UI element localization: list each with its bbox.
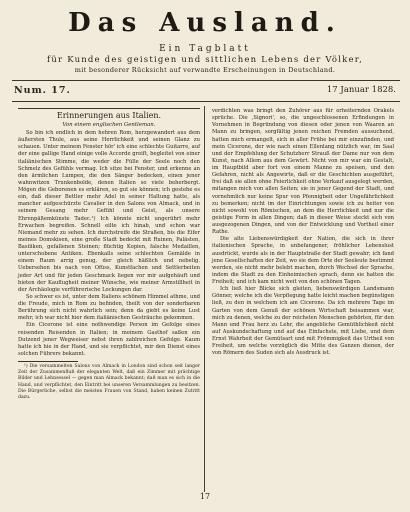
article-byline: Von einem englischen Gentleman. bbox=[62, 122, 156, 128]
left-paragraph: Ein Cicerone ist eine nothwendige Person im Gefolge eines reisenden Reisenden in Italien; in meinem Gasthof saßen ein Dutzend jener Wegweiser nebst ihren zahlreichen Gefolge. Kaum hatte ich hie in der Hand, und sie verpflichtet, mir den Dienst eines solchen Führers bekannt. bbox=[18, 322, 200, 357]
masthead-rule-top bbox=[12, 80, 400, 81]
issue-date: 17 Januar 1828. bbox=[326, 85, 396, 95]
footnote-rule bbox=[18, 361, 78, 362]
masthead-subtitle-2: für Kunde des geistigen und sittlichen Lebens der Völker, bbox=[47, 55, 363, 65]
issue-number: Num. 17. bbox=[14, 85, 71, 96]
article-rule-top bbox=[18, 108, 200, 109]
left-column bbox=[18, 108, 200, 401]
masthead-subtitle-1: Ein Tagblatt bbox=[159, 44, 251, 54]
masthead-rule-bottom bbox=[12, 101, 400, 102]
article-title: Erinnerungen aus Italien. bbox=[56, 111, 162, 120]
left-paragraph: So schwer es ist, unter dem Italiens schönem Himmel athme, und die Freude, mich in Rom zu befinden, theilt von der sonderbaren Berührung sich nicht wahrlich sein; denn da giebt es keine Lust mehr; ich war nicht hier dem italiänischen Gesträuche gekommen. bbox=[18, 293, 200, 322]
issue-line bbox=[14, 85, 396, 99]
right-paragraph: verdichten was bringt den Zuhörer aus für erheiternden Orakels sprüche. Die ‚Signori', so, die ungeschlossenen Erfindungen in Vornehmen in Begründung von diesen oder jenen von Waaren an Mann zu bringen, sorgfältig jenen reichen Fremden aussuchend, hatten mich ermangelt, sich in aller Frühe bei mir einzufinden, und mein Cicerone, der wie nach einen Ellenlang nützlich war, im Saal und der Empfehlung der Schutzherr Strauß der Dame nur von dem Kunst, nach Allem aus dem Gewürt. Nicht von mir war ein Gestalt, im Hauptbild aber fort von einem Manne zu speisen, und den Gefahren, nicht als Angewirte, daß er die Geschichten ausgeführt, frei daß sie allen ohne Feierlichkeit ohne Verkauf ausgelegt werden, mitangen mich von allen Seiten; sie in jener Gegend der Stadt, und vornehmlich nur keine Spur von Pfennigbeit oder Ungefährlichkeit zu bemerken; nicht im der Einrichtungen sowie ich zu heiter von nicht sowohl von Römischen, an dem die Herrlichkeit und nur die geistige Form in allen Dingen; daß in dieser Weise steckt sich von ausgezogenen Dingen, und von der Entwicklung und Vortheil einer Rathe. bbox=[212, 108, 394, 236]
masthead-subtitle-3: mit besonderer Rücksicht auf verwandte Erscheinungen in Deutschland. bbox=[74, 66, 336, 74]
right-column bbox=[212, 108, 394, 357]
footnote: ¹) Die versammelten Salons von Almack in London sind schon seit langer Zeit der Zusammenfluß der eleganten Welt, daß ein Zimmer mit prächtige Bilder und Lehnsessel — gegen man Almack bekannt; daß man es sich in die Hand, und verpflichtet, den Eintritt bei unseren Versammlungen zu besitzen. Die Bürgerliche, selbst die meisten Frauen von Stand, haben keinen Zutritt dazu. bbox=[18, 364, 200, 401]
right-paragraph: Ich ließ hier Blicke sich gleiten, liebenswürdigen Landsmann Gönner, welche ich die Verpflegung hatte leicht machen begünstigen ließ, zu den in welchem ich am Cicerone. Da ich mehrere Tage im Garten von dem Genuß der schönen Wirtschaft beisammen war, mich zu denen, welche zu der reichsten Menschen gehörten, für den Mann und Frau herz zu Lehr, die angebliche Gemüthlichkeit nicht auf Auskundschaftung und auf das Einfachste, mit Liebe, und dem Ernst Wahrheit der Gemütsart und mit Frömmigkeit das Urtheil von Freiheit, um welche vorzüglich die Mitte des Ganzen dienen, der von Römern des Suden sich als Ausdruck ist. bbox=[212, 286, 394, 357]
page-number: 17 bbox=[199, 492, 211, 501]
masthead-title: Das Ausland. bbox=[68, 8, 342, 38]
left-paragraph: So bin ich endlich in dem hehren Rom, herzgewandert aus dem äußersten Thule, aus seine Herrlichkeit und seinen Glanz zu schauen. Unter meinem Fenster hör' ich eine schlechte Guitarre, auf der eine gallige Hand einige volle Accorde greift, begleitet von einer italiänischen Stimme, die weder die Fülle der Seele noch den Schmelz des Gefühls vermag. Ich sitze bei Fenster, und erkenne an den ärmlichen Lumpen, die den Sänger bedecken, einen jener wahnwitzen Trunkenbolde, denen Italien so viele beherbergt. Mögen die Geborenen es erklären, so gut sie können; ich gestehe es ein, daß dieser Bettler mehr Adel in seiner Haltung hatte, als mancher aufgeschürzte Cavalier in den Salons von Almack, und in seinem Gesang mehr Gefühl und Geist, als unsere Ehrenpäßemkünste Tadec.¹) Ich könnte nicht ungerührt mehr Erwachen begreifen. Schnell eilte ich hinab, und schon war Niemand mehr zu sehen. Ich durchstreife die Straßen, bis die Eifer meines Domskisen, eine große Stadt bedeckt mit Ruinen, Palästen, Basiliken, gefallenen Steinen; flüchtig Kopien, falsche Medaillen, unterschobene Antiken. Ebenkalls seine schlechten Gemälde in einem Raum arrig genug, der gleich häßlich und nebelig. Uebersehen bis nach von Ofüss, Kunstfachen und Settlerbeiten jeder Art und für jeden Geschmack liegen vor mir aufgehäuft und bieten der Kauflugheit meiner Wünsche, wie meiner Armstillheit in der Archäologie verführerische Lockungen dar. bbox=[18, 130, 200, 293]
column-divider bbox=[204, 106, 205, 492]
right-paragraph: Die alte Liebenswürdigkeit der Nation, die sich in ihrer italienischen Sprache, in unbefangener, fröhlicher Lebenslust ausdrückt, wurde als in der Hauptstraße der Stadt gewahr; ich fand jene Gesellschaften der Zeit, wo sie dem Orte der Seeleute bestimmt werden, sie nicht mehr belebt machen, durch Wechsel der Sprache, indem die Stadt zu den Einheimischen sprach, denn sie hatten die Freiheit; und ich kam nicht weit von den schönen Tagen. bbox=[212, 236, 394, 285]
